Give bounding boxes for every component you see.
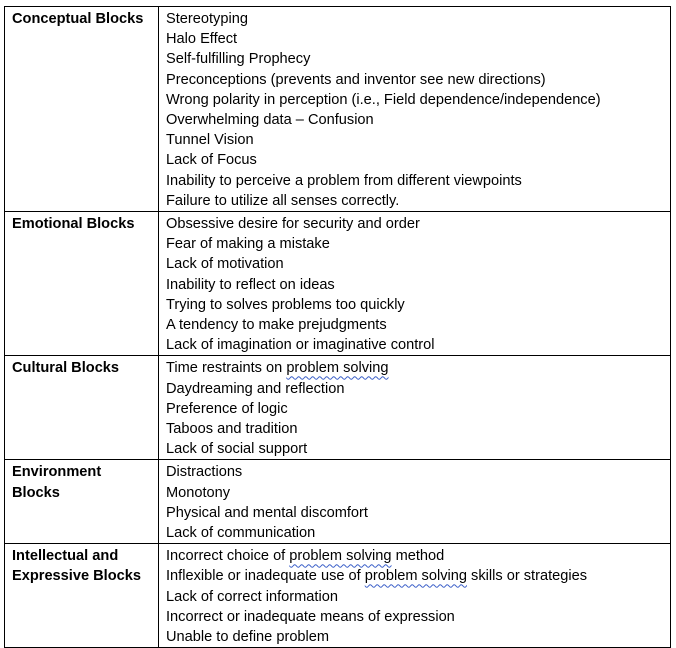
spellcheck-underline: problem solving: [364, 568, 467, 585]
table-row: [5, 356, 671, 460]
block-item: Daydreaming and reflection: [166, 380, 345, 397]
block-item: Distractions: [166, 464, 243, 481]
category-label: Environment Blocks: [12, 464, 102, 501]
category-label: Expressive Blocks: [12, 568, 141, 585]
block-item: Halo Effect: [166, 31, 238, 48]
block-item: Fear of making a mistake: [166, 236, 330, 253]
category-cell: [5, 356, 159, 460]
spellcheck-underline: problem solving: [289, 548, 392, 565]
block-item: Lack of Focus: [166, 152, 257, 169]
table-row: [5, 7, 671, 212]
items-cell: [159, 7, 671, 212]
block-item: Failure to utilize all senses correctly.: [166, 192, 400, 209]
items-cell: [159, 460, 671, 544]
block-item: Preconceptions (prevents and inventor see new directions): [166, 71, 546, 88]
block-item: Unable to define problem: [166, 629, 330, 646]
items-cell: [159, 356, 671, 460]
category-label: Emotional Blocks: [12, 216, 135, 233]
block-item: Incorrect choice of problem solving method: [166, 548, 445, 565]
block-item: Monotony: [166, 484, 231, 501]
block-item: Inability to reflect on ideas: [166, 276, 335, 293]
table-row: [5, 460, 671, 544]
block-item: Preference of logic: [166, 400, 288, 417]
block-item: Taboos and tradition: [166, 421, 298, 438]
block-item: A tendency to make prejudgments: [166, 317, 387, 334]
category-cell: [5, 544, 159, 648]
block-item: Tunnel Vision: [166, 132, 254, 149]
block-item: Incorrect or inadequate means of expression: [166, 608, 455, 625]
category-cell: [5, 460, 159, 544]
block-item: Physical and mental discomfort: [166, 504, 368, 521]
category-label: Conceptual Blocks: [12, 11, 144, 27]
block-item: Lack of motivation: [166, 256, 284, 273]
block-item: Lack of imagination or imaginative control: [166, 337, 435, 354]
block-item: Lack of social support: [166, 441, 308, 458]
spellcheck-underline: problem solving: [286, 360, 389, 377]
block-item: Wrong polarity in perception (i.e., Field dependence/independence): [166, 91, 601, 108]
creativity-blocks-table: [4, 6, 671, 648]
block-item: Trying to solves problems too quickly: [166, 296, 405, 313]
category-cell: [5, 212, 159, 356]
category-cell: [5, 7, 159, 212]
block-item: Obsessive desire for security and order: [166, 216, 420, 233]
items-cell: [159, 544, 671, 648]
items-cell: [159, 212, 671, 356]
block-item: Time restraints on problem solving: [166, 360, 389, 377]
table-row: [5, 212, 671, 356]
block-item: Lack of correct information: [166, 588, 338, 605]
category-label: Intellectual and: [12, 548, 119, 565]
table-body: [5, 7, 671, 648]
category-label: Cultural Blocks: [12, 360, 120, 377]
block-item: Inability to perceive a problem from different viewpoints: [166, 172, 522, 189]
block-item: Overwhelming data – Confusion: [166, 112, 374, 129]
block-item: Self-fulfilling Prophecy: [166, 51, 311, 68]
block-item: Inflexible or inadequate use of problem solving skills or strategies: [166, 568, 588, 585]
table-row: [5, 544, 671, 648]
block-item: Stereotyping: [166, 11, 248, 27]
block-item: Lack of communication: [166, 525, 316, 542]
